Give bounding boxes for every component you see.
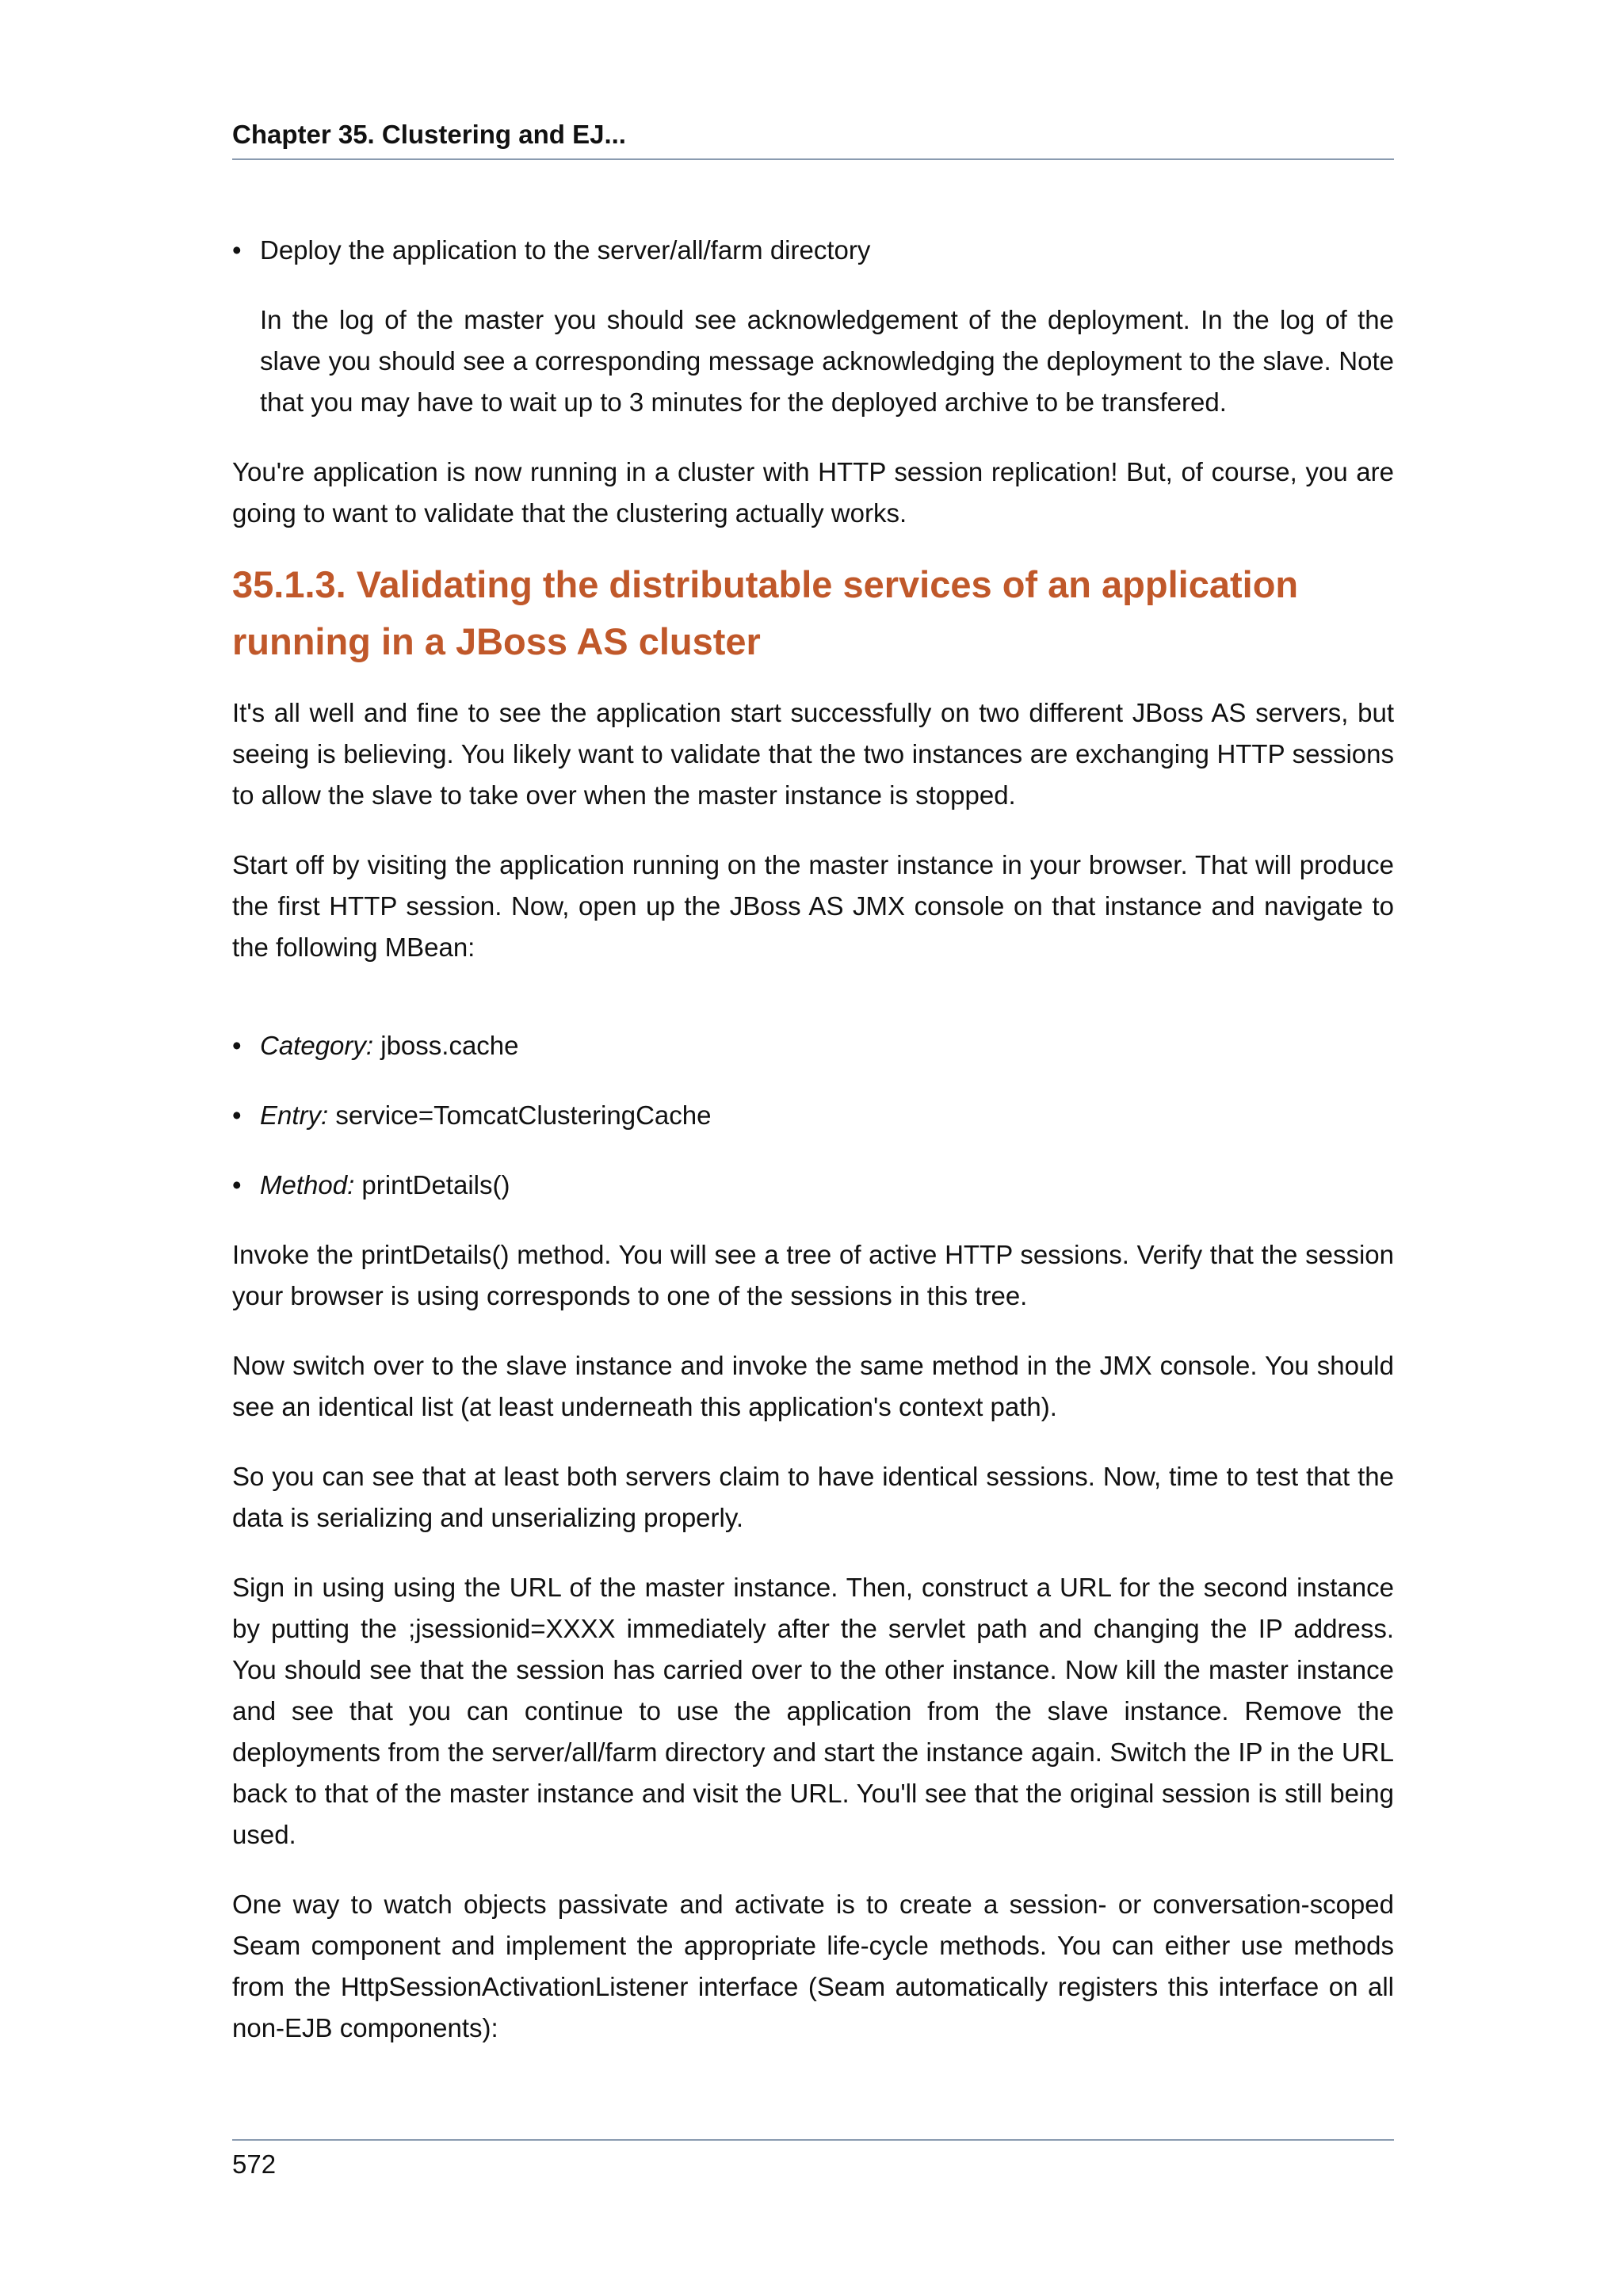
bullet-dot-icon: • — [232, 235, 242, 265]
bullet-dot-icon: • — [232, 1170, 242, 1199]
signin-paragraph: Sign in using using the URL of the master instance. Then, construct a URL for the second instance by putting the ;jsessionid=XXXX immediately after the servlet path and changing the IP address. You should see that the session has carried over to the other instance. Now kill the master instance and see that you can continue to use the application from the slave instance. Remove the deployments from the server/all/farm directory and start the instance again. Switch the IP in the URL back to that of the master instance and visit the URL. You'll see that the original session is still being used. — [232, 1573, 1394, 1849]
mbean-value: jboss.cache — [373, 1031, 519, 1060]
running-paragraph: You're application is now running in a cluster with HTTP session replication! But, of course, you are going to want to validate that the clustering actually works. — [232, 457, 1394, 528]
section-heading: 35.1.3. Validating the distributable services of an application running in a JBoss AS cluster — [232, 563, 1299, 662]
list-item — [232, 1165, 1394, 1206]
page-content — [232, 230, 1394, 2049]
mbean-list — [232, 1025, 1394, 1206]
so-paragraph: So you can see that at least both servers claim to have identical sessions. Now, time to test that the data is serializing and unserializing properly. — [232, 1462, 1394, 1532]
mbean-label: Entry: — [260, 1100, 329, 1130]
list-item — [232, 1095, 1394, 1136]
bullet-deploy — [232, 230, 1394, 271]
bullet-dot-icon: • — [232, 1100, 242, 1130]
chapter-title: Chapter 35. Clustering and EJ... — [232, 120, 626, 149]
bullet-deploy-text: Deploy the application to the server/all/farm directory — [260, 235, 871, 265]
mbean-value: printDetails() — [354, 1170, 510, 1199]
start-paragraph: Start off by visiting the application running on the master instance in your browser. That will produce the first HTTP session. Now, open up the JBoss AS JMX console on that instance and navigate to the following MBean: — [232, 850, 1394, 962]
invoke-paragraph: Invoke the printDetails() method. You will see a tree of active HTTP sessions. Verify that the session your browser is using corresponds to one of the sessions in this tree. — [232, 1240, 1394, 1310]
mbean-value: service=TomcatClusteringCache — [328, 1100, 712, 1130]
page-number: 572 — [232, 2149, 277, 2179]
mbean-label: Method: — [260, 1170, 355, 1199]
list-item — [232, 1025, 1394, 1066]
switch-paragraph: Now switch over to the slave instance and invoke the same method in the JMX console. You should see an identical list (at least underneath this application's context path). — [232, 1351, 1394, 1421]
mbean-label: Category: — [260, 1031, 374, 1060]
page-header — [232, 119, 1394, 160]
intro-paragraph: It's all well and fine to see the application start successfully on two different JBoss AS servers, but seeing is believing. You likely want to validate that the two instances are exchanging HTTP sessions to allow the slave to take over when the master instance is stopped. — [232, 698, 1394, 810]
page-footer — [232, 2139, 1394, 2180]
oneway-paragraph: One way to watch objects passivate and activate is to create a session- or conversation-scoped Seam component and implement the appropriate life-cycle methods. You can either use methods from the HttpSessionActivationListener interface (Seam automatically registers this interface on all non-EJB components): — [232, 1890, 1394, 2042]
bullet-dot-icon: • — [232, 1031, 242, 1060]
deploy-detail-paragraph: In the log of the master you should see acknowledgement of the deployment. In the log of the slave you should see a corresponding message acknowledging the deployment to the slave. Note that you may have to wait up to 3 minutes for the deployed archive to be transfered. — [260, 305, 1394, 417]
